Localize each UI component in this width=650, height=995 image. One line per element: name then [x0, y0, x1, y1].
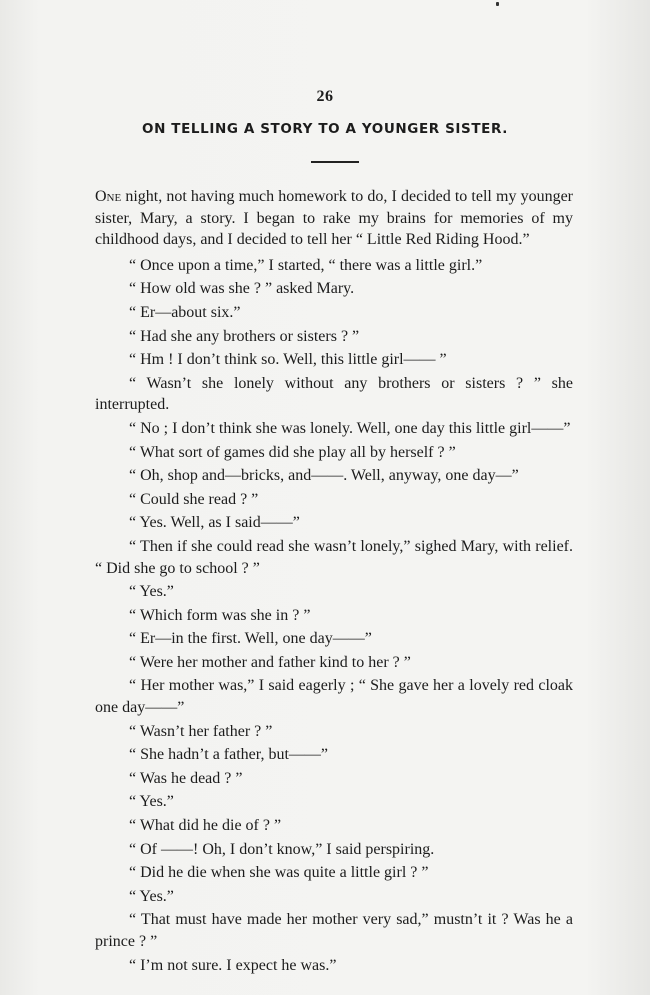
dialogue-line: “ That must have made her mother very sad,” mustn’t it ? Was he a prince ? ”: [95, 911, 573, 950]
title-divider: [311, 161, 359, 163]
dialogue-line: “ Her mother was,” I said eagerly ; “ She gave her a lovely red cloak one day——”: [95, 677, 573, 717]
ink-speck: [496, 2, 499, 6]
dialogue-line: “ Yes.”: [129, 887, 174, 905]
dialogue-line: “ Hm ! I don’t think so. Well, this little girl—— ”: [129, 351, 447, 369]
dialogue-line: “ Er—about six.”: [129, 303, 241, 321]
opening-paragraph: [95, 186, 573, 251]
page-number: 26: [316, 88, 334, 105]
dialogue-line: “ No ; I don’t think she was lonely. Well, one day this little girl——”: [129, 419, 571, 437]
dialogue-line: “ Yes.”: [129, 793, 174, 811]
dialogue-line: “ Wasn’t she lonely without any brothers or sisters ? ” she interrupted.: [95, 374, 573, 414]
dialogue-line: “ Which form was she in ? ”: [129, 606, 311, 624]
dialogue-line: “ What did he die of ? ”: [129, 817, 282, 835]
dialogue-line: “ Were her mother and father kind to her ? ”: [129, 653, 411, 671]
story-body: [95, 186, 573, 978]
dialogue-line: “ Once upon a time,” I started, “ there was a little girl.”: [129, 256, 483, 274]
dialogue-line: “ What sort of games did she play all by herself ? ”: [129, 443, 456, 461]
dialogue-line: “ Had she any brothers or sisters ? ”: [129, 327, 360, 345]
dialogue-line: “ Did he die when she was quite a little girl ? ”: [129, 864, 429, 882]
dialogue-line: “ Was he dead ? ”: [129, 769, 243, 787]
dialogue-line: “ Yes. Well, as I said——”: [129, 514, 300, 532]
dialogue-line: “ Of ——! Oh, I don’t know,” I said perspiring.: [129, 840, 435, 858]
dialogue-line: “ Yes.”: [129, 583, 174, 601]
dialogue-line: “ Wasn’t her father ? ”: [129, 722, 273, 740]
dialogue-line: “ She hadn’t a father, but——”: [129, 746, 328, 764]
drop-word: One: [95, 188, 122, 205]
chapter-title: ON TELLING A STORY TO A YOUNGER SISTER.: [142, 121, 508, 137]
dialogue-line: “ Could she read ? ”: [129, 490, 259, 508]
dialogue-line: “ Then if she could read she wasn’t lonely,” sighed Mary, with relief. “ Did she go to school ? ”: [95, 537, 573, 577]
dialogue-line: “ I’m not sure. I expect he was.”: [129, 956, 337, 974]
dialogue-line: “ Oh, shop and—bricks, and——. Well, anyway, one day—”: [129, 467, 519, 485]
paragraph-text: night, not having much homework to do, I decided to tell my younger sister, Mary, a story. I began to rake my brains for memories of my childhood days, and I decided to tell her “ Little Red Riding Hood.”: [95, 188, 573, 249]
dialogue-line: “ Er—in the first. Well, one day——”: [129, 630, 372, 648]
dialogue-line: “ How old was she ? ” asked Mary.: [129, 280, 355, 298]
